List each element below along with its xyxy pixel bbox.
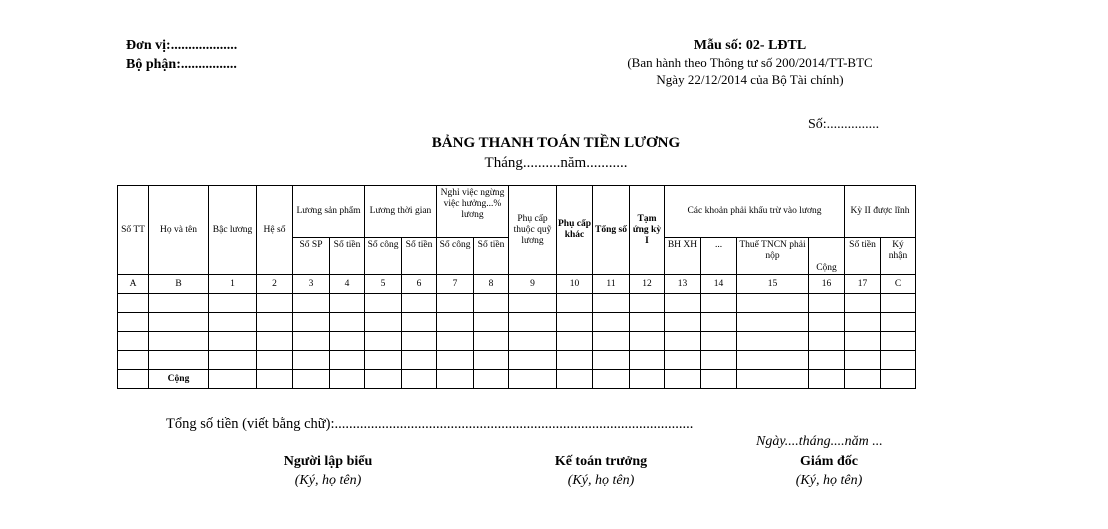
sub-period2-amount: Số tiền — [845, 238, 881, 275]
index-cell: 7 — [437, 275, 474, 294]
sub-leave-workdays: Số công — [437, 238, 474, 275]
index-cell: 10 — [557, 275, 593, 294]
index-cell: C — [881, 275, 916, 294]
sub-time-amount: Số tiền — [402, 238, 437, 275]
sub-bhxh: BH XH — [665, 238, 701, 275]
table-row — [118, 332, 916, 351]
signer-director-title: Giám đốc — [800, 454, 858, 469]
signer-chief-accountant-title: Kế toán trưởng — [554, 454, 648, 469]
sub-product-amount: Số tiền — [330, 238, 365, 275]
table-row — [118, 351, 916, 370]
total-in-words: Tổng số tiền (viết bằng chữ):................................................................................................... — [166, 416, 694, 432]
index-cell: 2 — [257, 275, 293, 294]
sub-pit: Thuế TNCN phải nộp — [737, 238, 809, 275]
index-cell: 14 — [701, 275, 737, 294]
index-cell: 8 — [474, 275, 509, 294]
table-row — [118, 313, 916, 332]
index-cell: 11 — [593, 275, 630, 294]
total-label: Cộng — [149, 370, 209, 389]
sub-etc: ... — [701, 238, 737, 275]
department-label: Bộ phận:................ — [126, 57, 237, 72]
page-title: BẢNG THANH TOÁN TIỀN LƯƠNG — [431, 135, 681, 151]
column-index-row — [118, 275, 916, 294]
header-period-two: Kỳ II được lĩnh — [845, 186, 916, 238]
header-product-wage: Lương sản phẩm — [293, 186, 365, 238]
signer-preparer-title: Người lập biểu — [283, 454, 373, 469]
sub-time-workdays: Số công — [365, 238, 402, 275]
header-total: Tổng số — [593, 186, 630, 275]
sub-leave-amount: Số tiền — [474, 238, 509, 275]
total-row — [118, 370, 916, 389]
signer-chief-accountant-note: (Ký, họ tên) — [567, 473, 635, 488]
index-cell: 5 — [365, 275, 402, 294]
index-cell: 17 — [845, 275, 881, 294]
issued-line-2: Ngày 22/12/2014 của Bộ Tài chính) — [656, 72, 844, 87]
sub-sum: Cộng — [809, 238, 845, 275]
signer-preparer-note: (Ký, họ tên) — [294, 473, 362, 488]
header-allowance-other: Phụ cấp khác — [557, 186, 593, 275]
index-cell: 4 — [330, 275, 365, 294]
form-number: Mẫu số: 02- LĐTL — [693, 38, 807, 53]
payroll-table — [117, 185, 916, 389]
index-cell: 12 — [630, 275, 665, 294]
header-advance: Tạm ứng kỳ I — [630, 186, 665, 275]
header-allowance-fund: Phụ cấp thuộc quỹ lương — [509, 186, 557, 275]
sub-sign: Ký nhận — [881, 238, 916, 275]
corner-mark — [62, 0, 70, 2]
index-cell: A — [118, 275, 149, 294]
header-stt: Số TT — [118, 186, 149, 275]
index-cell: 3 — [293, 275, 330, 294]
signer-director-note: (Ký, họ tên) — [795, 473, 863, 488]
index-cell: 6 — [402, 275, 437, 294]
sub-product-qty: Số SP — [293, 238, 330, 275]
header-leave-wage: Nghỉ việc ngừng việc hưởng...% lương — [437, 186, 509, 238]
index-cell: 15 — [737, 275, 809, 294]
header-name: Họ và tên — [149, 186, 209, 275]
index-cell: 16 — [809, 275, 845, 294]
unit-label: Đơn vị:................... — [126, 38, 238, 53]
index-cell: 1 — [209, 275, 257, 294]
index-cell: B — [149, 275, 209, 294]
header-grade: Bậc lương — [209, 186, 257, 275]
table-row — [118, 294, 916, 313]
issued-line-1: (Ban hành theo Thông tư số 200/2014/TT-BTC — [627, 55, 873, 70]
header-coefficient: Hệ số — [257, 186, 293, 275]
period-label: Tháng..........năm........... — [484, 155, 628, 171]
header-deductions: Các khoản phải khấu trừ vào lương — [665, 186, 845, 238]
document-number: Số:............... — [808, 117, 880, 132]
header-time-wage: Lương thời gian — [365, 186, 437, 238]
index-cell: 9 — [509, 275, 557, 294]
index-cell: 13 — [665, 275, 701, 294]
date-placeholder: Ngày....tháng....năm ... — [756, 434, 883, 449]
